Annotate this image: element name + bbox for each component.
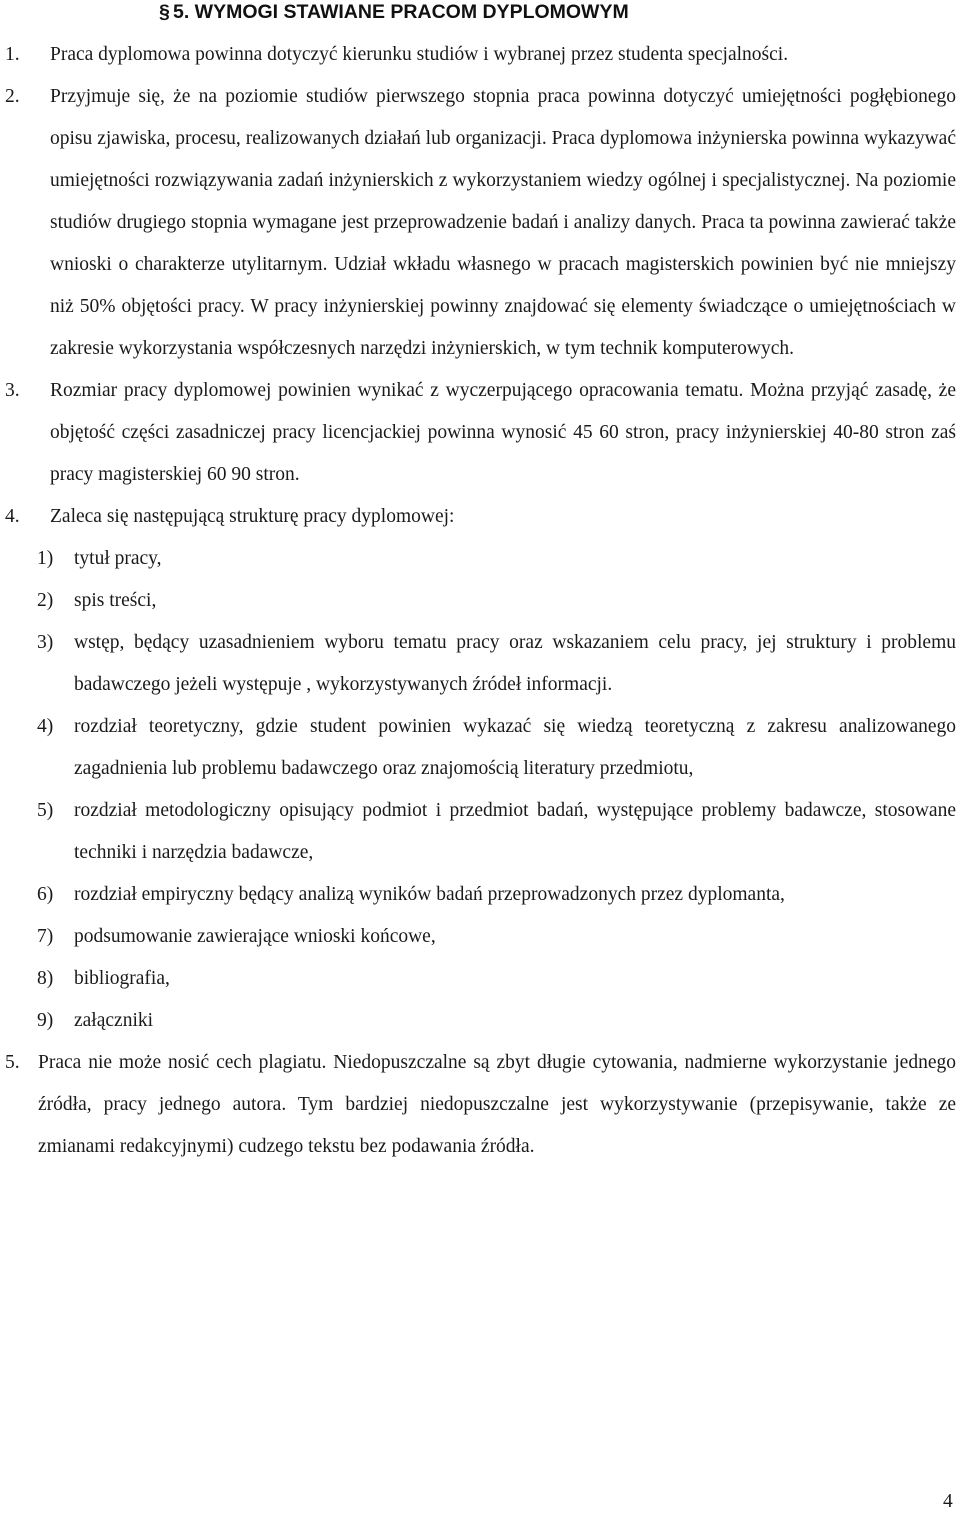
structure-item-number: 8): [37, 968, 54, 989]
requirement-number: 5.: [5, 1052, 20, 1073]
structure-item: [0, 538, 960, 580]
requirement-number: 1.: [5, 44, 20, 65]
structure-item-text: wstęp, będący uzasadnieniem wyboru tematu pracy oraz wskazaniem celu pracy, jej struktury i problemu badawczego jeżeli występuje , wykorzystywanych źródeł informacji.: [74, 632, 956, 695]
structure-item-text: podsumowanie zawierające wnioski końcowe,: [74, 926, 436, 947]
structure-item-text: załączniki: [74, 1010, 154, 1031]
structure-item-text: rozdział teoretyczny, gdzie student powinien wykazać się wiedzą teoretyczną z zakresu analizowanego zagadnienia lub problemu badawczego oraz znajomością literatury przedmiotu,: [74, 716, 956, 779]
structure-item-number: 4): [37, 716, 54, 737]
requirement-number: 3.: [5, 380, 20, 401]
structure-item-number: 6): [37, 884, 54, 905]
structure-item: [0, 790, 960, 874]
structure-item-text: rozdział empiryczny będący analizą wyników badań przeprowadzonych przez dyplomanta,: [74, 884, 785, 905]
structure-item: [0, 874, 960, 916]
requirement-number: 4.: [5, 506, 20, 527]
structure-item-number: 1): [37, 548, 54, 569]
structure-item-text: bibliografia,: [74, 968, 170, 989]
structure-item: [0, 916, 960, 958]
structure-item: [0, 958, 960, 1000]
requirement-item-4: [0, 496, 960, 1042]
structure-item: [0, 622, 960, 706]
requirement-text: Praca dyplomowa powinna dotyczyć kierunku studiów i wybranej przez studenta specjalności.: [50, 44, 789, 65]
requirement-text: Rozmiar pracy dyplomowej powinien wynikać z wyczerpującego opracowania tematu. Można przyjąć zasadę, że objętość części zasadniczej pracy licencjackiej powinna wynosić 45 60 stron, pracy inżynierskiej 40-80 stron zaś pracy magisterskiej 60 90 stron.: [50, 380, 956, 485]
structure-item-number: 5): [37, 800, 54, 821]
page-number: 4: [943, 1491, 953, 1512]
requirement-number: 2.: [5, 86, 20, 107]
structure-item: [0, 1000, 960, 1042]
structure-item: [0, 706, 960, 790]
requirements-list: [0, 34, 960, 1168]
structure-item-number: 9): [37, 1010, 54, 1031]
structure-item-number: 7): [37, 926, 54, 947]
structure-item-number: 2): [37, 590, 54, 611]
requirement-text: Przyjmuje się, że na poziomie studiów pierwszego stopnia praca powinna dotyczyć umiejętności pogłębionego opisu zjawiska, procesu, realizowanych działań lub organizacji. Praca dyplomowa inżynierska powinna wykazywać umiejętności rozwiązywania zadań inżynierskich z wykorzystaniem wiedzy ogólnej i specjalistycznej. Na poziomie studiów drugiego stopnia wymagane jest przeprowadzenie badań i analizy danych. Praca ta powinna zawierać także wnioski o charakterze utylitarnym. Udział wkładu własnego w pracach magisterskich powinien być nie mniejszy niż 50% objętości pracy. W pracy inżynierskiej powinny znajdować się elementy świadczące o umiejętnościach w zakresie wykorzystania współczesnych narzędzi inżynierskich, w tym technik komputerowych.: [50, 86, 956, 359]
requirement-item-2: [0, 76, 960, 370]
section-heading: [159, 0, 629, 33]
requirement-item-3: [0, 370, 960, 496]
requirement-item-5: [0, 1042, 960, 1168]
section-heading-text: 5. WYMOGI STAWIANE PRACOM DYPLOMOWYM: [173, 1, 629, 23]
section-sign-icon: §: [159, 1, 170, 23]
structure-item-text: rozdział metodologiczny opisujący podmiot i przedmiot badań, występujące problemy badawcze, stosowane techniki i narzędzia badawcze,: [74, 800, 956, 863]
structure-item-text: spis treści,: [74, 590, 157, 611]
requirement-text: Praca nie może nosić cech plagiatu. Niedopuszczalne są zbyt długie cytowania, nadmierne wykorzystanie jednego źródła, pracy jednego autora. Tym bardziej niedopuszczalne jest wykorzystywanie (przepisywanie, także ze zmianami redakcyjnymi) cudzego tekstu bez podawania źródła.: [38, 1052, 956, 1157]
requirement-text: Zaleca się następującą strukturę pracy dyplomowej:: [50, 506, 455, 527]
requirement-item-1: [0, 34, 960, 76]
structure-item: [0, 580, 960, 622]
structure-item-number: 3): [37, 632, 54, 653]
structure-sublist: [0, 538, 960, 1042]
structure-item-text: tytuł pracy,: [74, 548, 162, 569]
